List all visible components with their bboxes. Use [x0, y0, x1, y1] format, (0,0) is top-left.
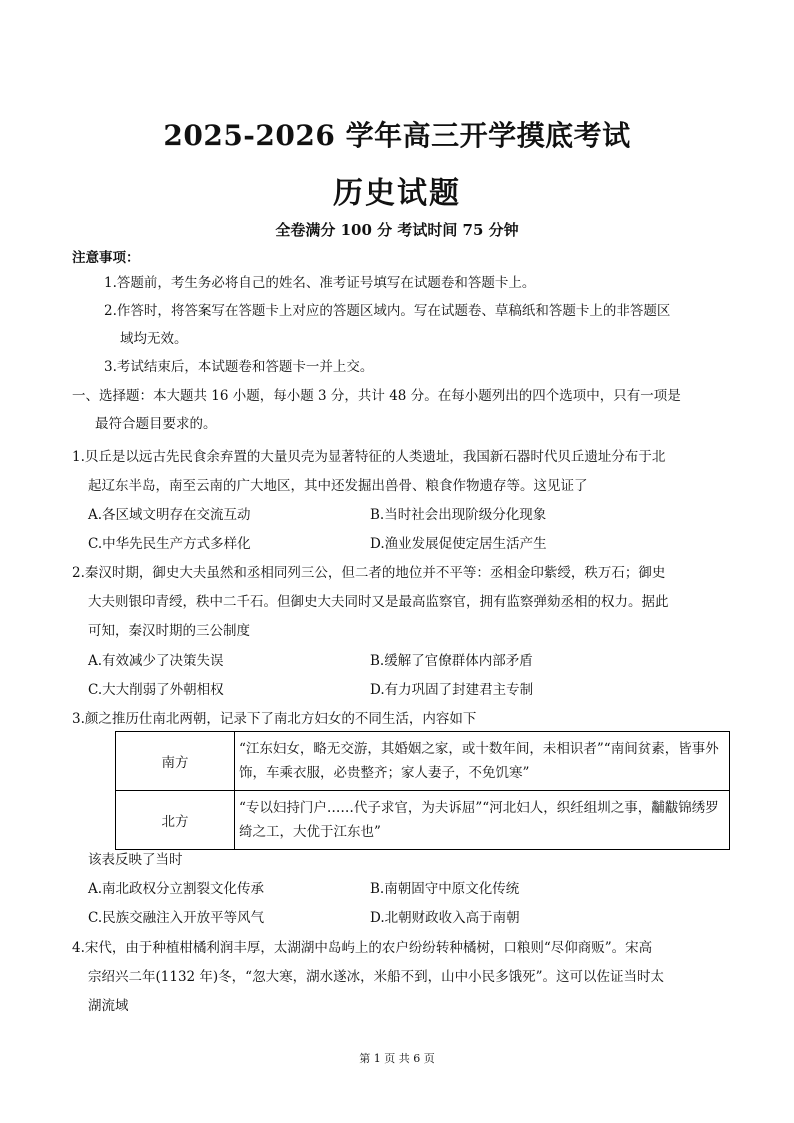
section-heading: 最符合题目要求的。 [95, 416, 217, 432]
question-3-option-d[interactable]: D.北朝财政收入高于南朝 [370, 910, 520, 926]
table-cell-region: 南方 [116, 732, 235, 791]
question-1-option-c[interactable]: C.中华先民生产方式多样化 [88, 536, 251, 552]
table-cell-quote: “专以妇持门户……代子求官，为夫诉屈”“河北妇人，织纴组圳之事，黼黻锦绣罗绮之工，大优于江东也” [235, 791, 730, 850]
exam-subject: 历史试题 [333, 176, 461, 211]
question-4-stem: 湖流域 [88, 998, 129, 1014]
page-footer: 第 1 页 共 6 页 [359, 1052, 435, 1065]
question-1-option-a[interactable]: A.各区域文明存在交流互动 [88, 507, 251, 523]
notice-item: 2.作答时，将答案写在答题卡上对应的答题区域内。写在试题卷、草稿纸和答题卡上的非答题区 [104, 303, 671, 319]
question-3-table [115, 731, 730, 850]
question-1-stem: 1.贝丘是以远古先民食余弃置的大量贝壳为显著特征的人类遗址，我国新石器时代贝丘遗址分布于北 [72, 449, 666, 465]
question-3-stem: 3.颜之推历仕南北两朝，记录下了南北方妇女的不同生活，内容如下 [72, 711, 477, 727]
question-1-stem: 起辽东半岛，南至云南的广大地区，其中还发掘出兽骨、粮食作物遗存等。这见证了 [88, 478, 588, 494]
table-cell-region: 北方 [116, 791, 235, 850]
notice-heading: 注意事项： [72, 250, 140, 266]
question-2-stem: 大夫则银印青绶，秩中二千石。但御史大夫同时又是最高监察官，拥有监察弹劾丞相的权力。据此 [88, 594, 669, 610]
question-3-prompt: 该表反映了当时 [88, 852, 183, 868]
table-cell-quote: “江东妇女，略无交游，其婚姻之家，或十数年间，未相识者”“南间贫素，皆事外饰，车乘衣服，必贵整齐；家人妻子，不免饥寒” [235, 732, 730, 791]
question-4-stem: 4.宋代，由于种植柑橘利润丰厚，太湖湖中岛屿上的农户纷纷转种橘树，口粮则“尽仰商贩”。宋高 [72, 940, 653, 956]
question-2-stem: 2.秦汉时期，御史大夫虽然和丞相同列三公，但二者的地位并不平等：丞相金印紫绶，秩万石；御史 [72, 565, 666, 581]
question-4-stem: 宗绍兴二年(1132 年)冬，“忽大寒，湖水遂冰，米船不到，山中小民多饿死”。这可以佐证当时太 [88, 969, 664, 985]
notice-item: 域均无效。 [120, 331, 188, 347]
question-2-option-a[interactable]: A.有效减少了决策失误 [88, 653, 224, 669]
question-1-option-b[interactable]: B.当时社会出现阶级分化现象 [370, 507, 547, 523]
table-row [116, 732, 730, 791]
exam-title: 2025-2026 学年高三开学摸底考试 [163, 119, 631, 152]
question-2-option-c[interactable]: C.大大削弱了外朝相权 [88, 682, 224, 698]
notice-item: 1.答题前，考生务必将自己的姓名、准考证号填写在试题卷和答题卡上。 [104, 275, 536, 291]
question-3-option-c[interactable]: C.民族交融注入开放平等风气 [88, 910, 265, 926]
question-3-option-a[interactable]: A.南北政权分立割裂文化传承 [88, 881, 265, 897]
table-row [116, 791, 730, 850]
question-2-stem: 可知，秦汉时期的三公制度 [88, 623, 250, 639]
question-3-option-b[interactable]: B.南朝固守中原文化传统 [370, 881, 520, 897]
question-2-option-b[interactable]: B.缓解了官僚群体内部矛盾 [370, 653, 533, 669]
section-heading: 一、选择题：本大题共 16 小题，每小题 3 分，共计 48 分。在每小题列出的四个选项中，只有一项是 [72, 388, 681, 404]
exam-info: 全卷满分 100 分 考试时间 75 分钟 [275, 221, 519, 239]
question-2-option-d[interactable]: D.有力巩固了封建君主专制 [370, 682, 534, 698]
notice-item: 3.考试结束后，本试题卷和答题卡一并上交。 [104, 359, 374, 375]
question-1-option-d[interactable]: D.渔业发展促使定居生活产生 [370, 536, 547, 552]
